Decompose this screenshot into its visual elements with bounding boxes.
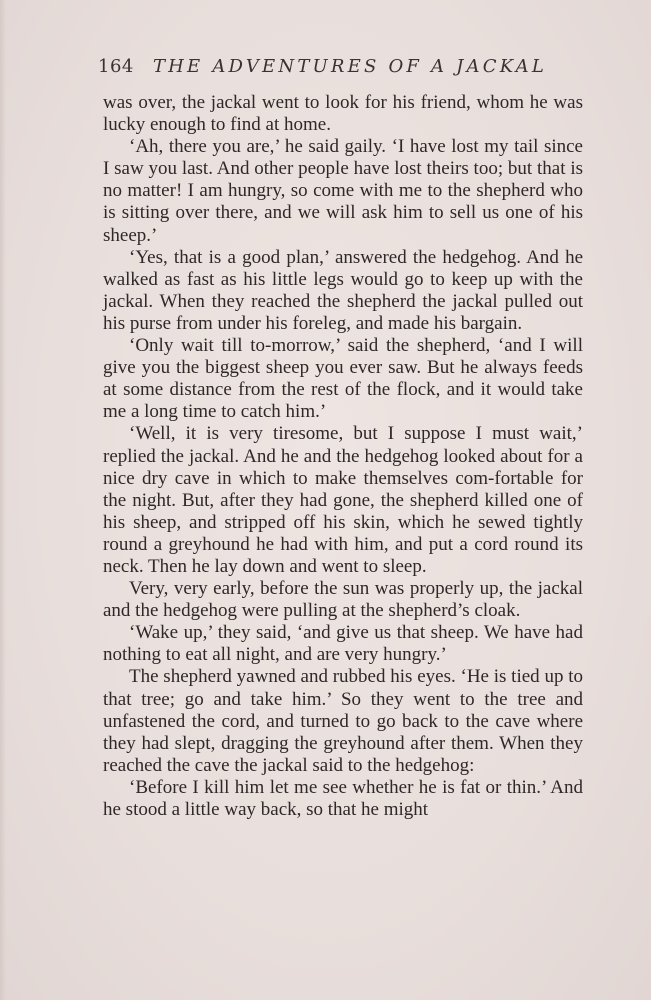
paragraph: ‘Well, it is very tiresome, but I suppose I must wait,’ replied the jackal. And he and the hedgehog looked about for a nice dry cave in which to make themselves com-fortable for the night. But, after they had gone, the shepherd killed one of his sheep, and stripped off his skin, which he sewed tightly round a greyhound he had with him, and put a cord round its neck. Then he lay down and went to sleep. [103, 423, 583, 577]
paragraph: ‘Yes, that is a good plan,’ answered the hedgehog. And he walked as fast as his little legs would go to keep up with the jackal. When they reached the shepherd the jackal pulled out his purse from under his foreleg, and made his bargain. [103, 246, 583, 334]
page-edge-shadow [0, 0, 6, 1000]
running-title: THE ADVENTURES OF A JACKAL [152, 56, 547, 77]
paragraph: ‘Only wait till to-morrow,’ said the shepherd, ‘and I will give you the biggest sheep you ever saw. But he always feeds at some distance from the rest of the flock, and it would take me a long time to catch him.’ [103, 335, 583, 423]
body-text [103, 92, 583, 821]
running-header [98, 56, 547, 77]
page-number: 164 [98, 56, 134, 77]
paragraph: Very, very early, before the sun was properly up, the jackal and the hedgehog were pulling at the shepherd’s cloak. [103, 578, 583, 622]
paragraph-continuation: was over, the jackal went to look for his friend, whom he was lucky enough to find at home. [103, 92, 583, 136]
paragraph: ‘Ah, there you are,’ he said gaily. ‘I have lost my tail since I saw you last. And other people have lost theirs too; but that is no matter! I am hungry, so come with me to the shepherd who is sitting over there, and we will ask him to sell us one of his sheep.’ [103, 136, 583, 246]
paragraph: The shepherd yawned and rubbed his eyes. ‘He is tied up to that tree; go and take him.’ So they went to the tree and unfastened the cord, and turned to go back to the cave where they had slept, dragging the greyhound after them. When they reached the cave the jackal said to the hedgehog: [103, 666, 583, 776]
paragraph: ‘Wake up,’ they said, ‘and give us that sheep. We have had nothing to eat all night, and are very hungry.’ [103, 622, 583, 666]
paragraph: ‘Before I kill him let me see whether he is fat or thin.’ And he stood a little way back, so that he might [103, 776, 583, 820]
